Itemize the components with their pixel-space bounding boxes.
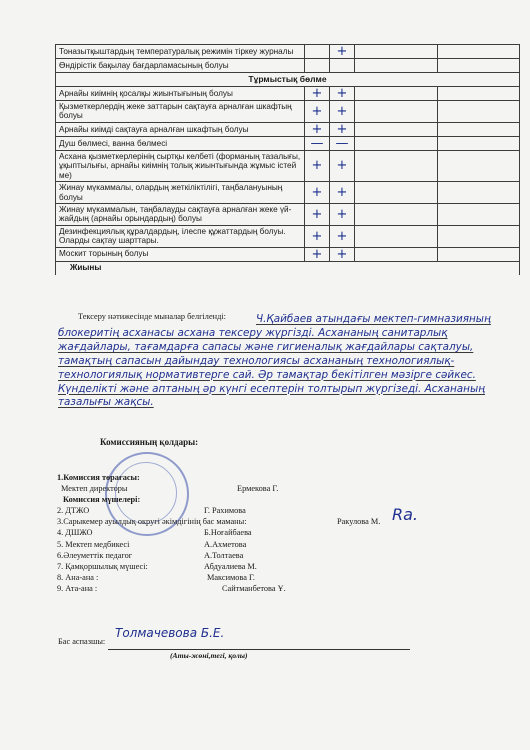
chair-name: Ермекова Г.	[237, 484, 279, 494]
checklist-item-label: Асхана қызметкерлерінің сыртқы келбеті (форманың тазалығы, ұқыптылығы, арнайы киімнің толық жиынтығында жұмыс істей ме)	[56, 150, 305, 181]
checklist-mark-cell	[330, 59, 355, 73]
chair-role: Мектеп директоры	[61, 484, 128, 494]
member-name: Ракулова М.	[337, 517, 381, 527]
checklist-mark-cell: +	[305, 247, 330, 261]
section-title: Тұрмыстық бөлме	[56, 73, 520, 87]
checklist-mark-cell	[355, 247, 438, 261]
signature-mark: Ra.	[392, 505, 419, 524]
checklist-mark-cell	[437, 87, 520, 101]
checklist-row	[56, 59, 520, 73]
checklist-row	[56, 182, 520, 204]
member-role: 4. ДШЖО	[57, 528, 93, 538]
footer-label: Жиыны	[56, 261, 520, 275]
inspector-signature-line	[108, 649, 410, 650]
checklist-mark-cell: —	[330, 136, 355, 150]
member-name: Абдуалиева М.	[204, 561, 257, 571]
checklist-mark-cell	[355, 101, 438, 123]
checklist-row	[56, 203, 520, 225]
checklist-mark-cell: +	[305, 122, 330, 136]
commission-member	[57, 561, 417, 572]
commission-member	[57, 527, 417, 538]
member-name: Сайтманбетова Ұ.	[222, 583, 286, 593]
member-role: 3.Сарыкемер ауылдық округі әкімдігінің бас маманы:	[57, 517, 247, 527]
commission-list	[57, 472, 417, 594]
commission-member	[57, 539, 417, 550]
inspection-checklist-table	[55, 44, 520, 275]
member-role: 6.Әлеуметтік педагог	[57, 550, 133, 560]
commission-member	[57, 583, 417, 594]
checklist-row	[56, 150, 520, 181]
checklist-row	[56, 136, 520, 150]
inspector-handwritten-name: Толмачевова Б.Е.	[115, 626, 225, 640]
member-name: А.Ахметова	[204, 539, 247, 549]
checklist-mark-cell	[355, 59, 438, 73]
checklist-mark-cell: +	[305, 87, 330, 101]
checklist-mark-cell	[305, 59, 330, 73]
checklist-mark-cell: +	[330, 87, 355, 101]
checklist-mark-cell: +	[330, 101, 355, 123]
checklist-mark-cell: +	[330, 225, 355, 247]
member-role: 2. ДТЖО	[57, 506, 90, 516]
checklist-row	[56, 225, 520, 247]
checklist-row	[56, 247, 520, 261]
chair-title: 1.Комиссия төрағасы:	[57, 473, 140, 482]
checklist-mark-cell	[355, 122, 438, 136]
checklist-mark-cell: +	[330, 45, 355, 59]
checklist-item-label: Дезинфекциялық құралдардың, ілеспе құжаттардың болуы. Оларды сақтау шарттары.	[56, 225, 305, 247]
checklist-mark-cell: +	[330, 150, 355, 181]
checklist-mark-cell	[437, 150, 520, 181]
checklist-mark-cell: +	[330, 247, 355, 261]
checklist-mark-cell: —	[305, 136, 330, 150]
checklist-item-label: Душ бөлмесі, ванна бөлмесі	[56, 136, 305, 150]
member-name: Г. Рахимова	[204, 506, 246, 516]
checklist-item-label: Арнайы киімнің қосалқы жиынтығының болуы	[56, 87, 305, 101]
checklist-row	[56, 45, 520, 59]
checklist-mark-cell: +	[305, 101, 330, 123]
member-role: 7. Қамқоршылық мүшесі:	[57, 561, 148, 571]
checklist-mark-cell	[437, 182, 520, 204]
checklist-row	[56, 87, 520, 101]
member-role: 8. Ана-ана :	[57, 572, 99, 582]
checklist-mark-cell	[355, 203, 438, 225]
checklist-mark-cell: +	[305, 203, 330, 225]
checklist-mark-cell	[437, 101, 520, 123]
checklist-mark-cell	[305, 45, 330, 59]
checklist-mark-cell	[355, 182, 438, 204]
member-role: 5. Мектеп медбикесі	[57, 539, 130, 549]
checklist-mark-cell	[437, 225, 520, 247]
checklist-mark-cell	[437, 122, 520, 136]
member-role: 9. Ата-ана :	[57, 583, 98, 593]
commission-member	[57, 572, 417, 583]
commission-member	[57, 550, 417, 561]
checklist-mark-cell	[437, 136, 520, 150]
checklist-section-row	[56, 73, 520, 87]
checklist-mark-cell	[437, 45, 520, 59]
members-title: Комиссия мүшелері:	[63, 495, 141, 505]
handwritten-findings: Ч.Қайбаев атындағы мектеп-гимназияның блокеритің асханасы асхана тексеру жүргізді. Асхананың санитарлық жағдайлары, тағамдарға сапасы және гигиеналық жағдайлары сақталуы, тамақтың сапасын дайындау технологиясы асхананың технологиялық-технологиялық нормативтерге сай. Әр тамақтар бекітілген мәзірге сәйкес. Күнделікті және аптаның әр күнгі есептерін толтырып жүргізеді. Асхананың тазалығы жақсы.	[58, 313, 491, 409]
member-name: Б.Ноғайбаева	[204, 528, 252, 538]
inspector-label: Бас аспазшы:	[58, 637, 106, 646]
inspector-hint: (Аты-жөні,тегі, қолы)	[170, 651, 248, 660]
checklist-item-label: Москит торының болуы	[56, 247, 305, 261]
checklist-mark-cell	[355, 225, 438, 247]
checklist-mark-cell	[355, 45, 438, 59]
checklist-item-label: Арнайы киімді сақтауға арналған шкафтың болуы	[56, 122, 305, 136]
checklist-item-label: Өндірістік бақылау бағдарламасының болуы	[56, 59, 305, 73]
checklist-mark-cell	[437, 203, 520, 225]
checklist-mark-cell: +	[330, 122, 355, 136]
checklist-mark-cell: +	[305, 182, 330, 204]
findings-label: Тексеру нәтижесінде мыналар белгіленді:	[78, 312, 226, 321]
checklist-mark-cell: +	[305, 150, 330, 181]
checklist-item-label: Жинау мүкаммалы, олардың жеткіліктілігі, таңбалануының болуы	[56, 182, 305, 204]
commission-member	[57, 516, 417, 527]
checklist-row	[56, 101, 520, 123]
checklist-mark-cell	[355, 136, 438, 150]
checklist-item-label: Қызметкерлердің жеке заттарын сақтауға арналған шкафтың болуы	[56, 101, 305, 123]
checklist-mark-cell	[355, 150, 438, 181]
commission-member	[57, 505, 417, 516]
checklist-item-label: Тоназытқыштардың температуралық режимін тіркеу журналы	[56, 45, 305, 59]
checklist-row	[56, 122, 520, 136]
checklist-mark-cell	[437, 247, 520, 261]
member-name: Максимова Г.	[207, 572, 255, 582]
member-name: А.Толтаева	[204, 550, 244, 560]
checklist-mark-cell: +	[330, 203, 355, 225]
checklist-mark-cell	[355, 87, 438, 101]
signatures-heading: Комиссияның қолдары:	[100, 437, 199, 447]
checklist-footer-row	[56, 261, 520, 275]
checklist-item-label: Жинау мүкаммалын, таңбалауды сақтауға арналған жеке үй-жайдың (арнайы орындардың) болуы	[56, 203, 305, 225]
checklist-mark-cell: +	[305, 225, 330, 247]
checklist-mark-cell	[437, 59, 520, 73]
checklist-mark-cell: +	[330, 182, 355, 204]
